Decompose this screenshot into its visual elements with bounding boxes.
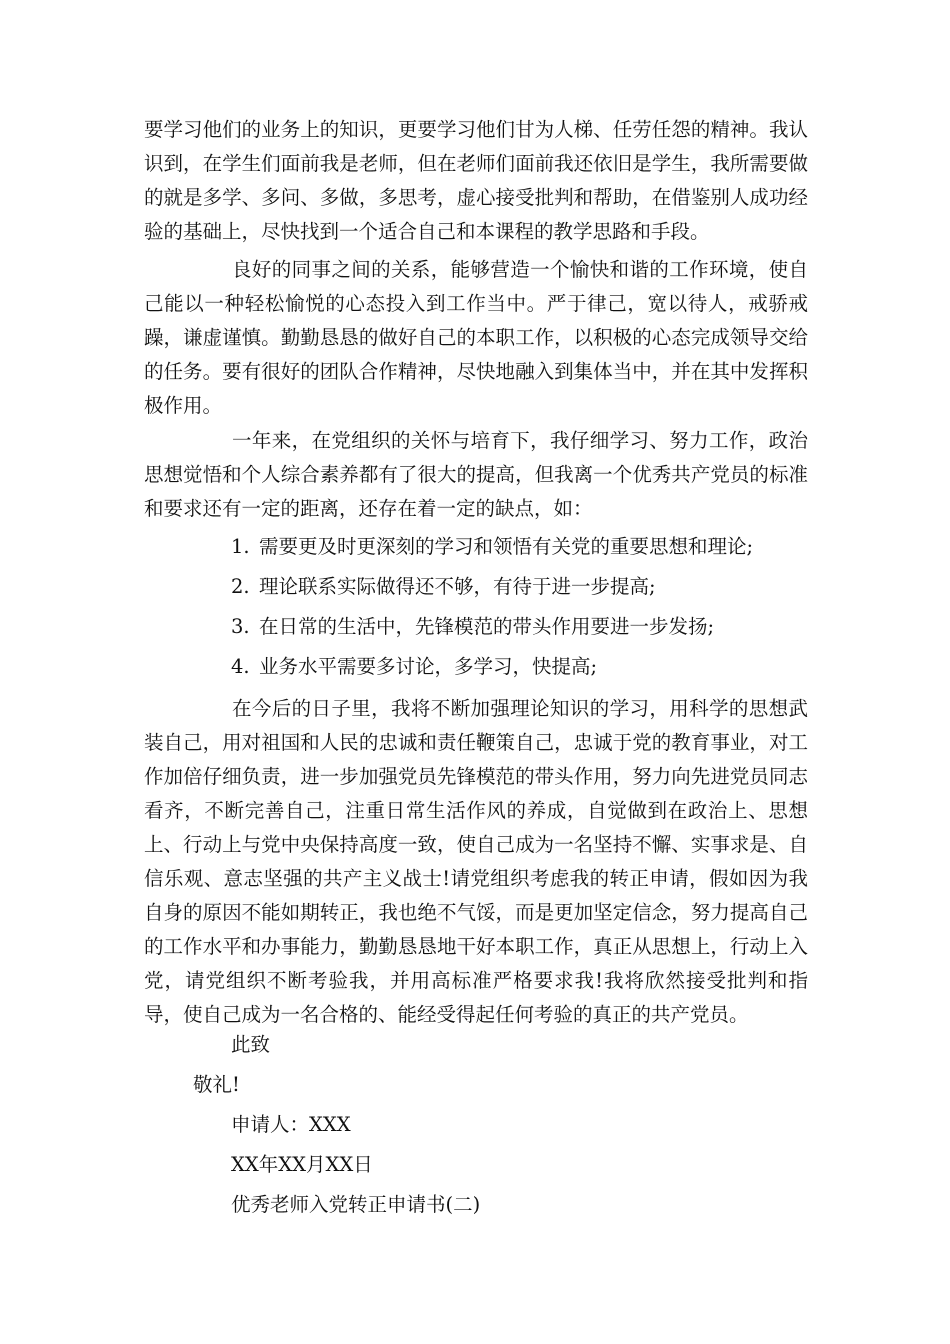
closing-salutation: 此致	[231, 1033, 271, 1056]
list-item-number: 4.	[231, 655, 250, 678]
paragraph-1: 要学习他们的业务上的知识，更要学习他们甘为人梯、任劳任怨的精神。我认识到，在学生们面前我是老师，但在老师们面前我还依旧是学生，我所需要做的就是多学、多问、多做，多思考，虚心接受批判和帮助，在借鉴别人成功经验的基础上，尽快找到一个适合自己和本课程的教学思路和手段。	[144, 118, 808, 243]
paragraph-3: 一年来，在党组织的关怀与培育下，我仔细学习、努力工作，政治思想觉悟和个人综合素养都有了很大的提高，但我离一个优秀共产党员的标准和要求还有一定的距离，还存在着一定的缺点，如：	[144, 429, 808, 520]
next-document-title: 优秀老师入党转正申请书(二)	[231, 1193, 481, 1216]
list-item-text: 需要更及时更深刻的学习和领悟有关党的重要思想和理论;	[259, 535, 754, 558]
paragraph-2: 良好的同事之间的关系，能够营造一个愉快和谐的工作环境，使自己能以一种轻松愉悦的心态投入到工作当中。严于律己，宽以待人，戒骄戒躁，谦虚谨慎。勤勤恳恳的做好自己的本职工作，以积极的心态完成领导交给的任务。要有很好的团队合作精神，尽快地融入到集体当中，并在其中发挥积极作用。	[144, 258, 808, 417]
list-item-number: 3.	[231, 615, 250, 638]
paragraph-4: 在今后的日子里，我将不断加强理论知识的学习，用科学的思想武装自己，用对祖国和人民的忠诚和责任鞭策自己，忠诚于党的教育事业，对工作加倍仔细负责，进一步加强党员先锋模范的带头作用，努力向先进党员同志看齐，不断完善自己，注重日常生活作风的养成，自觉做到在政治上、思想上、行动上与党中央保持高度一致，使自己成为一名坚持不懈、实事求是、自信乐观、意志坚强的共产主义战士!请党组织考虑我的转正申请，假如因为我自身的原因不能如期转正，我也绝不气馁，而是更加坚定信念，努力提高自己的工作水平和办事能力，勤勤恳恳地干好本职工作，真正从思想上，行动上入党，请党组织不断考验我，并用高标准严格要求我!我将欣然接受批判和指导，使自己成为一名合格的、能经受得起任何考验的真正的共产党员。	[144, 697, 808, 1026]
list-item-number: 1.	[231, 535, 250, 558]
list-item-number: 2.	[231, 575, 250, 598]
closing-regards: 敬礼!	[193, 1073, 240, 1096]
list-item	[231, 650, 597, 684]
list-item-text: 业务水平需要多讨论，多学习，快提高;	[259, 655, 598, 678]
list-item	[231, 610, 714, 644]
date-line: XX年XX月XX日	[231, 1153, 373, 1176]
list-item-text: 在日常的生活中，先锋模范的带头作用要进一步发扬;	[259, 615, 715, 638]
list-item	[231, 530, 753, 564]
list-item	[231, 570, 656, 604]
list-item-text: 理论联系实际做得还不够，有待于进一步提高;	[259, 575, 656, 598]
applicant-line: 申请人：XXX	[231, 1113, 351, 1136]
